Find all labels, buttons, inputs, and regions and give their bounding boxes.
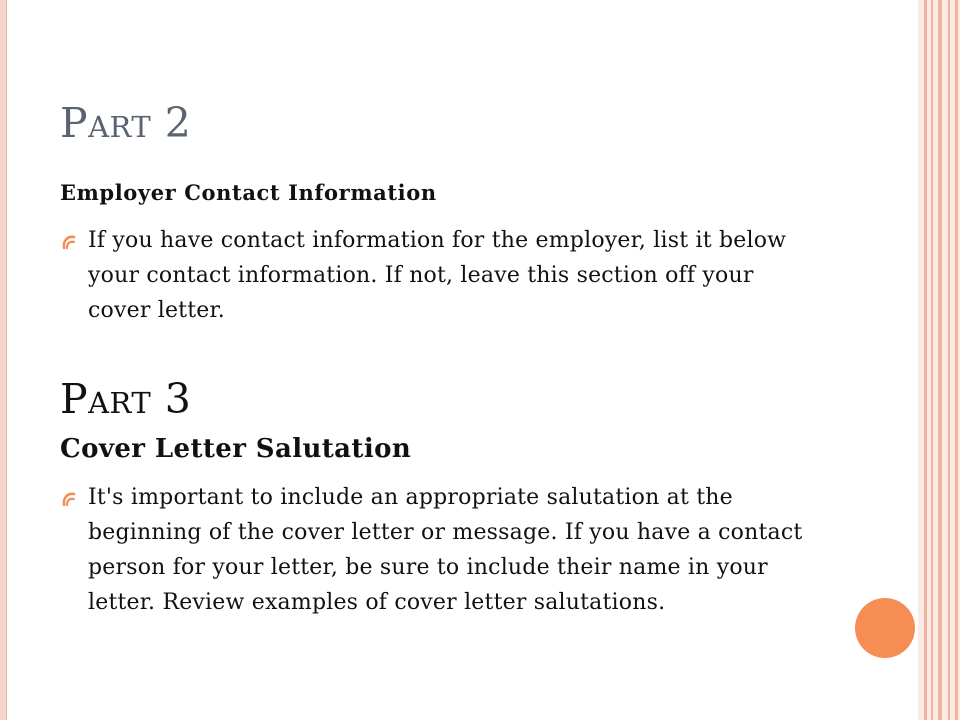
frame-stripe xyxy=(938,0,942,720)
orange-curl-bullet-icon xyxy=(60,233,78,251)
part2-title: Part 2 xyxy=(60,99,192,147)
frame-stripe xyxy=(955,0,958,720)
orange-circle-decoration xyxy=(855,598,915,658)
part3-title: Part 3 xyxy=(60,375,192,423)
part2-bullet-text: If you have contact information for the employer, list it below your contact information. If not, leave this section off your cover letter. xyxy=(88,228,787,323)
part3-bullet-item xyxy=(60,480,820,620)
orange-curl-bullet-icon xyxy=(60,490,78,508)
part2-bullet-item xyxy=(60,223,820,328)
part3-bullet-text: It's important to include an appropriate salutation at the beginning of the cover letter or message. If you have a contact person for your letter, be sure to include their name in your letter. Review examples of cover letter salutations. xyxy=(88,485,803,615)
left-frame-border xyxy=(0,0,7,720)
frame-stripe xyxy=(924,0,927,720)
part3-subheading: Cover Letter Salutation xyxy=(60,434,412,464)
frame-stripe xyxy=(948,0,950,720)
right-frame-stripes xyxy=(918,0,960,720)
part2-subheading: Employer Contact Information xyxy=(60,180,437,205)
frame-stripe xyxy=(931,0,933,720)
